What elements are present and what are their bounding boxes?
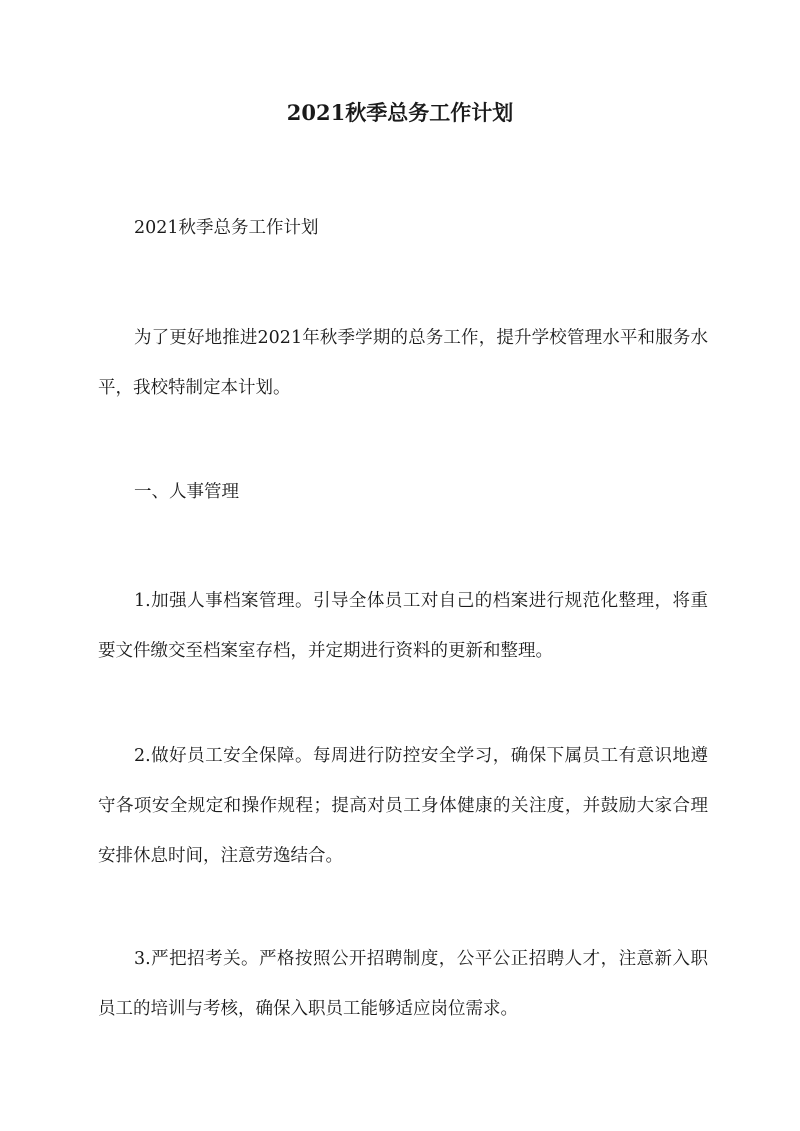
subtitle-paragraph: 2021秋季总务工作计划 xyxy=(134,218,319,238)
document-title: 2021秋季总务工作计划 xyxy=(286,100,514,125)
list-item-safety-assurance: 2.做好员工安全保障。每周进行防控安全学习，确保下属员工有意识地遵守各项安全规定和操作规程；提高对员工身体健康的关注度，并鼓励大家合理安排休息时间，注意劳逸结合。 xyxy=(98,746,708,866)
intro-paragraph: 为了更好地推进2021年秋季学期的总务工作，提升学校管理水平和服务水平，我校特制定本计划。 xyxy=(98,328,708,398)
list-item-recruitment: 3.严把招考关。严格按照公开招聘制度，公平公正招聘人才，注意新入职员工的培训与考核，确保入职员工能够适应岗位需求。 xyxy=(98,949,708,1019)
section-heading-personnel: 一、人事管理 xyxy=(134,482,239,502)
list-item-archive-management: 1.加强人事档案管理。引导全体员工对自己的档案进行规范化整理，将重要文件缴交至档案室存档，并定期进行资料的更新和整理。 xyxy=(98,591,708,661)
